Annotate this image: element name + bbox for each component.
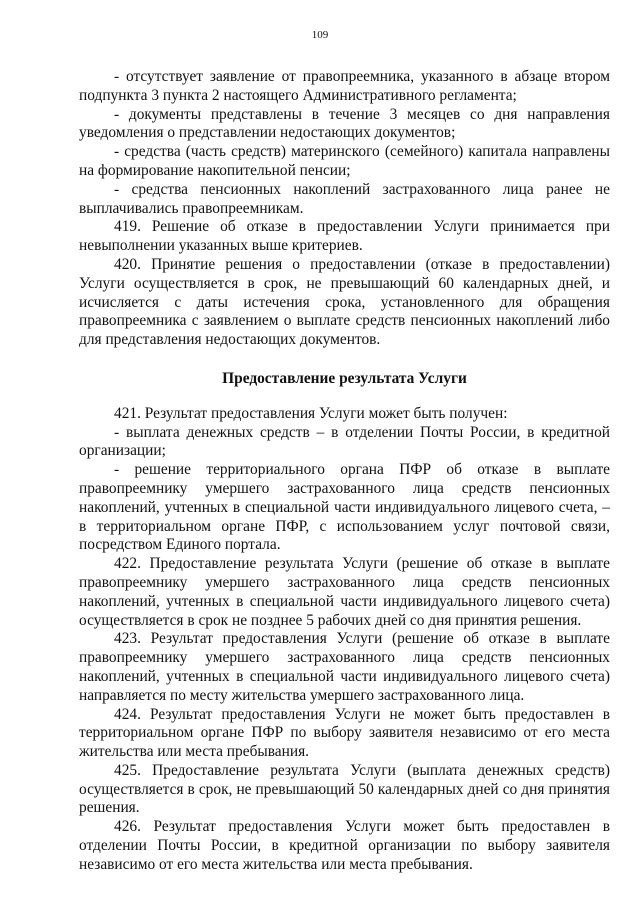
clause-425: 425. Предоставление результата Услуги (выплата денежных средств) осуществляется в срок, не превышающий 50 календарных дней со дня принятия решения. — [79, 761, 610, 817]
clause-424: 424. Результат предоставления Услуги не может быть предоставлен в территориальном органе ПФР по выбору заявителя независимо от его места жительства или места пребывания. — [79, 705, 610, 761]
clause-426: 426. Результат предоставления Услуги может быть предоставлен в отделении Почты России, в кредитной организации по выбору заявителя независимо от его места жительства или места пребывания. — [79, 818, 610, 873]
clause-419: 419. Решение об отказе в предоставлении Услуги принимается при невыполнении указанных выше критериев. — [79, 218, 610, 255]
clause-421: 421. Результат предоставления Услуги может быть получен: — [114, 404, 508, 422]
list-item-maternity-capital: - средства (часть средств) материнского (семейного) капитала направлены на формирование накопительной пенсии; — [79, 143, 610, 179]
list-item-no-application: - отсутствует заявление от правопреемника, указанного в абзаце втором подпункта 3 пункта 2 настоящего Административного регламента; — [79, 68, 610, 104]
page-content — [79, 68, 610, 875]
clause-423: 423. Результат предоставления Услуги (решение об отказе в выплате правопреемнику умершего застрахованного лица средств пенсионных накоплений, учтенных в специальной части индивидуального лицевого счета) направляется по месту жительства умершего застрахованного лица. — [79, 630, 610, 704]
clause-422: 422. Предоставление результата Услуги (решение об отказе в выплате правопреемнику умершего застрахованного лица средств пенсионных накоплений, учтенных в специальной части индивидуального лицевого счета) осуществляется в срок не позднее 5 рабочих дней со дня принятия решения. — [79, 555, 610, 629]
list-item-payment: - выплата денежных средств – в отделении Почты России, в кредитной организации; — [79, 423, 610, 460]
clause-420: 420. Принятие решения о предоставлении (отказе в предоставлении) Услуги осуществляется в срок, не превышающий 60 календарных дней, и исчисляется с даты истечения срока, установленного для обращения правопреемника с заявлением о выплате средств пенсионных накоплений либо для представления недостающих документов. — [79, 255, 610, 349]
page-number: 109 — [311, 29, 329, 41]
section-heading: Предоставление результата Услуги — [222, 369, 467, 387]
list-item-not-paid: - средства пенсионных накоплений застрахованного лица ранее не выплачивались правопреемникам. — [79, 180, 610, 217]
list-item-documents-deadline: - документы представлены в течение 3 месяцев со дня направления уведомления о представлении недостающих документов; — [79, 105, 610, 142]
list-item-refusal-decision: - решение территориального органа ПФР об отказе в выплате правопреемнику умершего застрахованного лица средств пенсионных накоплений, учтенных в специальной части индивидуального лицевого счета, – в территориальном органе ПФР, с использованием услуг почтовой связи, посредством Единого портала. — [79, 461, 610, 554]
